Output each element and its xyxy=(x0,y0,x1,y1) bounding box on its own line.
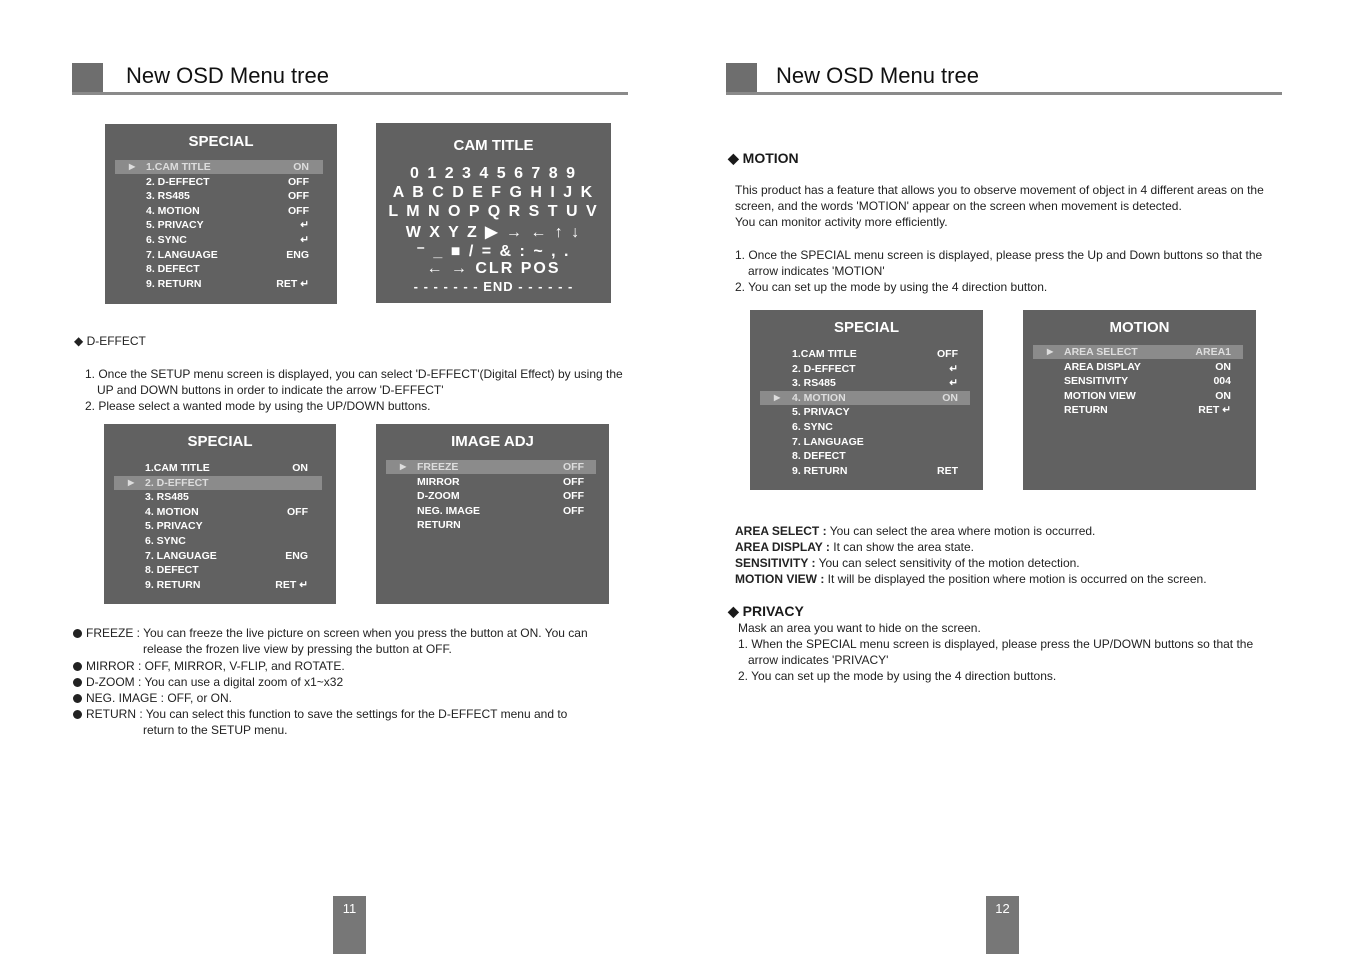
menu-item-value: ON xyxy=(1215,389,1231,402)
menu-item-label: 3. RS485 xyxy=(145,491,189,504)
bullet-item: NEG. IMAGE : OFF, or ON. xyxy=(73,690,232,706)
image-adj-panel xyxy=(376,424,609,604)
page-number-right: 12 xyxy=(986,896,1019,954)
menu-item[interactable] xyxy=(114,563,322,577)
page-title-left: New OSD Menu tree xyxy=(126,63,329,88)
motion-intro-line: This product has a feature that allows you to observe movement of object in 4 different areas on the xyxy=(735,183,1264,197)
bullet-icon xyxy=(73,710,82,719)
menu-title: SPECIAL xyxy=(188,133,254,150)
menu-item-label: 1.CAM TITLE xyxy=(145,462,210,474)
menu-item-label: MOTION VIEW xyxy=(1064,389,1136,402)
menu-item[interactable] xyxy=(386,475,596,489)
menu-item[interactable] xyxy=(115,218,323,232)
menu-title: MOTION xyxy=(1109,319,1170,336)
menu-item-value: ↵ xyxy=(300,219,309,232)
page-number-left: 11 xyxy=(333,896,366,954)
bullet-icon xyxy=(73,629,82,638)
bullet-item: RETURN : You can select this function to save the settings for the D-EFFECT menu and to xyxy=(73,706,567,722)
bullet-icon xyxy=(73,678,82,687)
bullet-icon xyxy=(73,662,82,671)
bullet-item: MIRROR : OFF, MIRROR, V-FLIP, and ROTATE. xyxy=(73,658,345,674)
menu-item-label: 5. PRIVACY xyxy=(792,406,850,419)
menu-item-value: ↵ xyxy=(949,377,958,390)
menu-item-value: OFF xyxy=(563,461,584,473)
menu-item[interactable] xyxy=(760,449,970,463)
menu-item-value: 004 xyxy=(1213,375,1231,388)
menu-item-label: 7. LANGUAGE xyxy=(792,435,864,448)
menu-item-label: MIRROR xyxy=(417,475,460,488)
menu-item-value: OFF xyxy=(287,505,308,518)
menu-item-label: 4. MOTION xyxy=(792,391,846,404)
menu-item-value: RET ↵ xyxy=(275,578,308,591)
cam-title-panel xyxy=(376,123,611,303)
menu-item-value: RET xyxy=(937,464,958,477)
menu-item[interactable] xyxy=(760,362,970,376)
menu-item-label: FREEZE xyxy=(417,461,459,473)
menu-title: SPECIAL xyxy=(833,319,899,336)
menu-item-label: AREA DISPLAY xyxy=(1064,360,1141,373)
menu-item-label: 8. DEFECT xyxy=(146,263,200,276)
menu-item[interactable] xyxy=(114,534,322,548)
menu-item-label: RETURN xyxy=(417,519,461,532)
deffect-heading: ◆ D-EFFECT xyxy=(74,334,146,348)
menu-item-value: OFF xyxy=(563,504,584,517)
menu-item-label: 5. PRIVACY xyxy=(146,219,204,232)
menu-item[interactable] xyxy=(114,490,322,504)
motion-step: 1. Once the SPECIAL menu screen is displayed, please press the Up and Down buttons so that the xyxy=(735,248,1263,262)
page-title-right: New OSD Menu tree xyxy=(776,63,979,88)
char-row: 0 1 2 3 4 5 6 7 8 9 xyxy=(410,165,577,182)
menu-item[interactable] xyxy=(760,405,970,419)
menu-item-value: OFF xyxy=(937,348,958,360)
menu-item[interactable] xyxy=(760,376,970,390)
menu-item-value: ON xyxy=(1215,360,1231,373)
menu-item-label: 1.CAM TITLE xyxy=(792,348,857,360)
bullet-item: FREEZE : You can freeze the live picture on screen when you press the button at ON. You can xyxy=(73,625,588,641)
menu-item[interactable] xyxy=(760,391,970,405)
menu-item[interactable] xyxy=(115,233,323,247)
header-rule-right xyxy=(726,92,1282,95)
motion-step: arrow indicates 'MOTION' xyxy=(748,264,885,278)
selection-pointer-icon: ▶ xyxy=(128,477,135,487)
char-row: W X Y Z ▶ → ← ↑ ↓ xyxy=(405,224,582,241)
menu-item-value: OFF xyxy=(288,204,309,217)
menu-title: CAM TITLE xyxy=(453,137,534,154)
menu-item-label: SENSITIVITY xyxy=(1064,375,1129,388)
menu-item[interactable] xyxy=(1033,360,1243,374)
menu-item[interactable] xyxy=(115,248,323,262)
menu-item-label: 6. SYNC xyxy=(145,535,186,547)
menu-item-label: 8. DEFECT xyxy=(145,564,199,577)
menu-item[interactable] xyxy=(760,347,970,361)
privacy-line: 2. You can set up the mode by using the 4 direction buttons. xyxy=(738,669,1057,683)
motion-intro-line: screen, and the words 'MOTION' appear on the screen when movement is detected. xyxy=(735,199,1182,213)
menu-item[interactable] xyxy=(1033,374,1243,388)
selection-pointer-icon: ▶ xyxy=(1047,347,1054,356)
definition-line: AREA SELECT : You can select the area where motion is occurred. xyxy=(735,524,1096,538)
menu-item-label: 9. RETURN xyxy=(792,464,848,477)
privacy-line: Mask an area you want to hide on the screen. xyxy=(738,621,981,635)
menu-item-label: 2. D-EFFECT xyxy=(792,362,856,375)
menu-item[interactable] xyxy=(115,204,323,218)
menu-item-label: 3. RS485 xyxy=(146,190,190,203)
selection-pointer-icon: ▶ xyxy=(400,462,407,471)
menu-item[interactable] xyxy=(114,519,322,533)
menu-title: IMAGE ADJ xyxy=(451,433,534,450)
deffect-step: UP and DOWN buttons in order to indicate the arrow 'D-EFFECT' xyxy=(97,383,444,397)
menu-item-value: ENG xyxy=(286,248,309,261)
menu-item-value: OFF xyxy=(563,490,584,503)
motion-heading: ◆ MOTION xyxy=(728,150,799,166)
menu-item[interactable] xyxy=(760,420,970,434)
selection-pointer-icon: ▶ xyxy=(129,162,136,171)
definition-line: AREA DISPLAY : It can show the area state. xyxy=(735,540,975,554)
menu-item-label: 2. D-EFFECT xyxy=(146,175,210,188)
menu-item-value: OFF xyxy=(288,190,309,203)
deffect-step: 2. Please select a wanted mode by using the UP/DOWN buttons. xyxy=(85,399,431,413)
char-row: ← → CLR POS xyxy=(426,260,561,277)
privacy-line: 1. When the SPECIAL menu screen is displayed, please press the UP/DOWN buttons so that the xyxy=(738,637,1254,651)
menu-item-label: D-ZOOM xyxy=(417,490,460,503)
menu-item-value: ON xyxy=(293,161,309,173)
deffect-step: 1. Once the SETUP menu screen is displayed, you can select 'D-EFFECT'(Digital Effect) by using the xyxy=(85,367,623,381)
menu-item-value: ON xyxy=(292,462,308,474)
menu-item[interactable] xyxy=(1033,389,1243,403)
definition-line: SENSITIVITY : You can select sensitivity of the motion detection. xyxy=(735,556,1080,570)
motion-menu-panel xyxy=(1023,310,1256,490)
menu-item[interactable] xyxy=(115,175,323,189)
char-row: A B C D E F G H I J K xyxy=(392,184,595,201)
menu-item-value: AREA1 xyxy=(1195,346,1231,358)
header-block-right xyxy=(726,63,757,94)
bullet-item-cont: release the frozen live view by pressing the button at OFF. xyxy=(143,642,452,656)
menu-item[interactable] xyxy=(114,476,322,490)
bullet-icon xyxy=(73,694,82,703)
special-menu-panel-1 xyxy=(105,124,337,304)
menu-item-value: ON xyxy=(942,391,958,404)
header-rule-left xyxy=(72,92,628,95)
privacy-heading: ◆ PRIVACY xyxy=(728,603,804,619)
menu-item[interactable] xyxy=(114,461,322,475)
menu-item[interactable] xyxy=(386,460,596,474)
menu-item-label: 9. RETURN xyxy=(146,277,202,290)
menu-item-label: 4. MOTION xyxy=(145,505,199,518)
definition-line: MOTION VIEW : It will be displayed the position where motion is occurred on the screen. xyxy=(735,572,1207,586)
menu-item-value: ENG xyxy=(285,549,308,562)
menu-title: SPECIAL xyxy=(187,433,253,450)
menu-item[interactable] xyxy=(115,277,323,291)
menu-item[interactable] xyxy=(115,160,323,174)
bullet-item: D-ZOOM : You can use a digital zoom of x1~x32 xyxy=(73,674,343,690)
menu-item-value: OFF xyxy=(288,175,309,188)
menu-item-label: 5. PRIVACY xyxy=(145,520,203,533)
menu-item-label: 2. D-EFFECT xyxy=(145,476,209,489)
menu-item[interactable] xyxy=(386,504,596,518)
menu-item-value: OFF xyxy=(563,475,584,488)
menu-item-label: RETURN xyxy=(1064,404,1108,417)
motion-intro-line: You can monitor activity more efficiently. xyxy=(735,215,948,229)
menu-item[interactable] xyxy=(760,435,970,449)
menu-item[interactable] xyxy=(1033,403,1243,417)
menu-item-label: 9. RETURN xyxy=(145,578,201,591)
privacy-line: arrow indicates 'PRIVACY' xyxy=(748,653,889,667)
menu-item-label: 8. DEFECT xyxy=(792,450,846,463)
menu-item[interactable] xyxy=(386,489,596,503)
bullet-item-cont: return to the SETUP menu. xyxy=(143,723,288,737)
menu-item[interactable] xyxy=(114,549,322,563)
menu-item-label: 6. SYNC xyxy=(792,421,833,433)
special-menu-panel-2 xyxy=(104,424,336,604)
char-row-end: - - - - - - - END - - - - - - xyxy=(413,279,574,294)
menu-item-value: RET ↵ xyxy=(1198,404,1231,417)
menu-item-label: 7. LANGUAGE xyxy=(146,248,218,261)
menu-item-value: ↵ xyxy=(300,234,309,246)
motion-step: 2. You can set up the mode by using the 4 direction button. xyxy=(735,280,1048,294)
menu-item-label: 1.CAM TITLE xyxy=(146,161,211,173)
menu-item-label: 7. LANGUAGE xyxy=(145,549,217,562)
menu-item-label: AREA SELECT xyxy=(1064,346,1138,358)
menu-item-label: 6. SYNC xyxy=(146,234,187,246)
menu-item[interactable] xyxy=(386,518,596,532)
menu-item[interactable] xyxy=(114,578,322,592)
menu-item[interactable] xyxy=(114,505,322,519)
char-row: L M N O P Q R S T U V xyxy=(388,203,599,220)
menu-item-label: NEG. IMAGE xyxy=(417,504,481,517)
menu-item[interactable] xyxy=(115,189,323,203)
header-block-left xyxy=(72,63,103,94)
menu-item[interactable] xyxy=(115,262,323,276)
menu-item-label: 4. MOTION xyxy=(146,204,200,217)
menu-item[interactable] xyxy=(760,464,970,478)
menu-item[interactable] xyxy=(1033,345,1243,359)
menu-item-value: RET ↵ xyxy=(276,277,309,290)
menu-item-label: 3. RS485 xyxy=(792,377,836,390)
selection-pointer-icon: ▶ xyxy=(774,392,781,402)
special-menu-panel-3 xyxy=(750,310,983,490)
menu-item-value: ↵ xyxy=(949,362,958,375)
char-row: ⁻ _ ■ / = & : ~ , . xyxy=(416,243,571,260)
